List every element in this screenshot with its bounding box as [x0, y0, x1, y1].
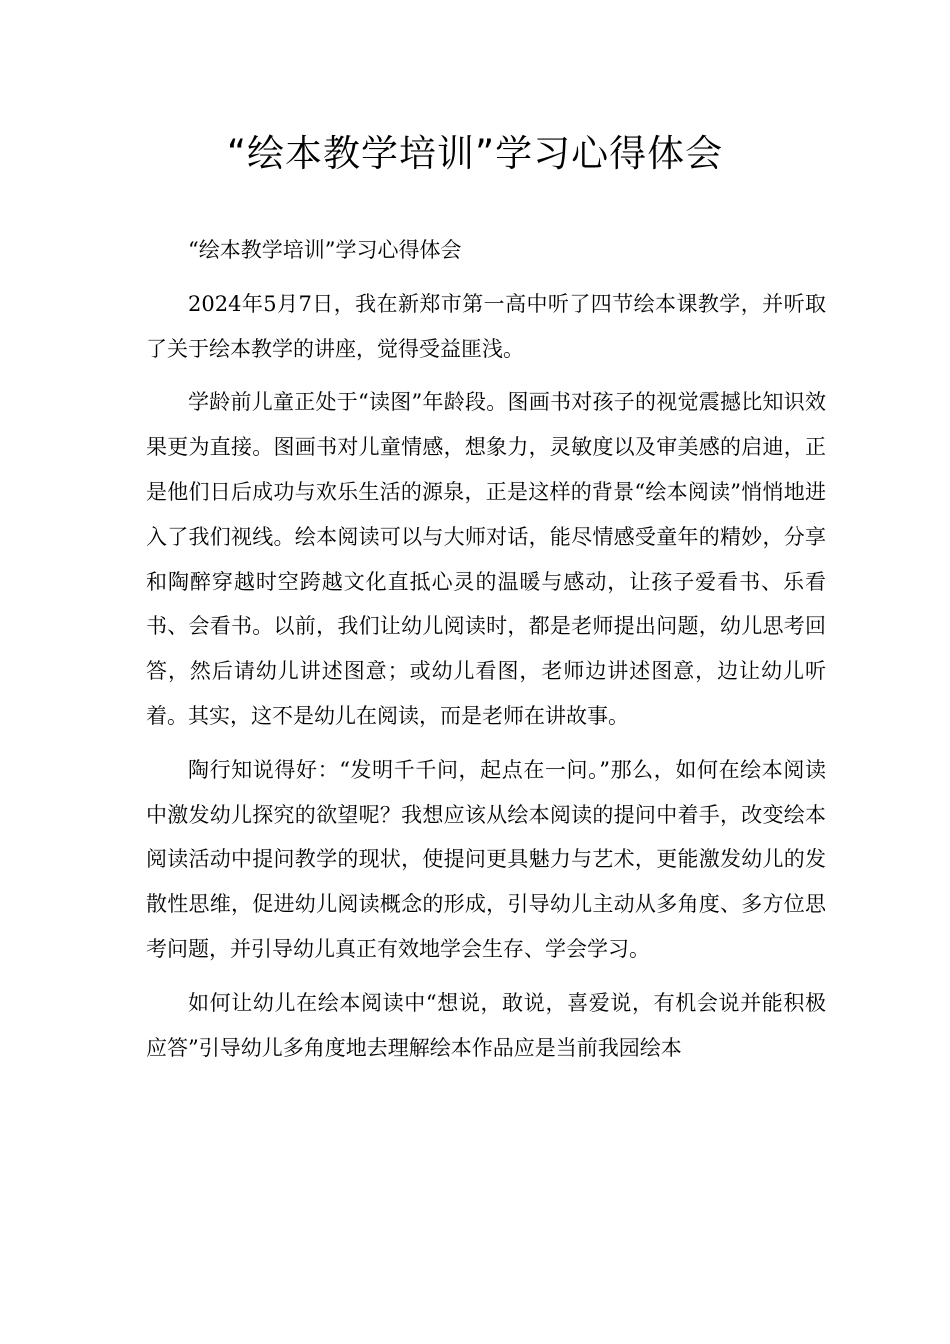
document-body	[146, 228, 826, 1079]
paragraph-speaking: 如何让幼儿在绘本阅读中“想说，敢说，喜爱说，有机会说并能积极应答”引导幼儿多角度地去理解绘本作品应是当前我园绘本	[146, 990, 826, 1060]
paragraph-picture-reading: 学龄前儿童正处于“读图”年龄段。图画书对孩子的视觉震撼比知识效果更为直接。图画书对儿童情感，想象力，灵敏度以及审美感的启迪，正是他们日后成功与欢乐生活的源泉，正是这样的背景“绘本阅读”悄悄地进入了我们视线。绘本阅读可以与大师对话，能尽情感受童年的精妙，分享和陶醉穿越时空跨越文化直抵心灵的温暖与感动，让孩子爱看书、乐看书、会看书。以前，我们让幼儿阅读时，都是老师提出问题，幼儿思考回答，然后请幼儿讲述图意；或幼儿看图，老师边讲述图意，边让幼儿听着。其实，这不是幼儿在阅读，而是老师在讲故事。	[146, 390, 826, 728]
paragraph-subtitle: “绘本教学培训”学习心得体会	[188, 238, 462, 262]
paragraph-date-intro: 2024年5月7日，我在新郑市第一高中听了四节绘本课教学，并听取了关于绘本教学的讲座，觉得受益匪浅。	[146, 291, 826, 361]
document-title: “绘本教学培训”学习心得体会	[226, 132, 724, 175]
paragraph-questioning: 陶行知说得好：“发明千千问，起点在一问。”那么，如何在绘本阅读中激发幼儿探究的欲望呢？我想应该从绘本阅读的提问中着手，改变绘本阅读活动中提问教学的现状，使提问更具魅力与艺术，更能激发幼儿的发散性思维，促进幼儿阅读概念的形成，引导幼儿主动从多角度、多方位思考问题，并引导幼儿真正有效地学会生存、学会学习。	[146, 757, 826, 961]
